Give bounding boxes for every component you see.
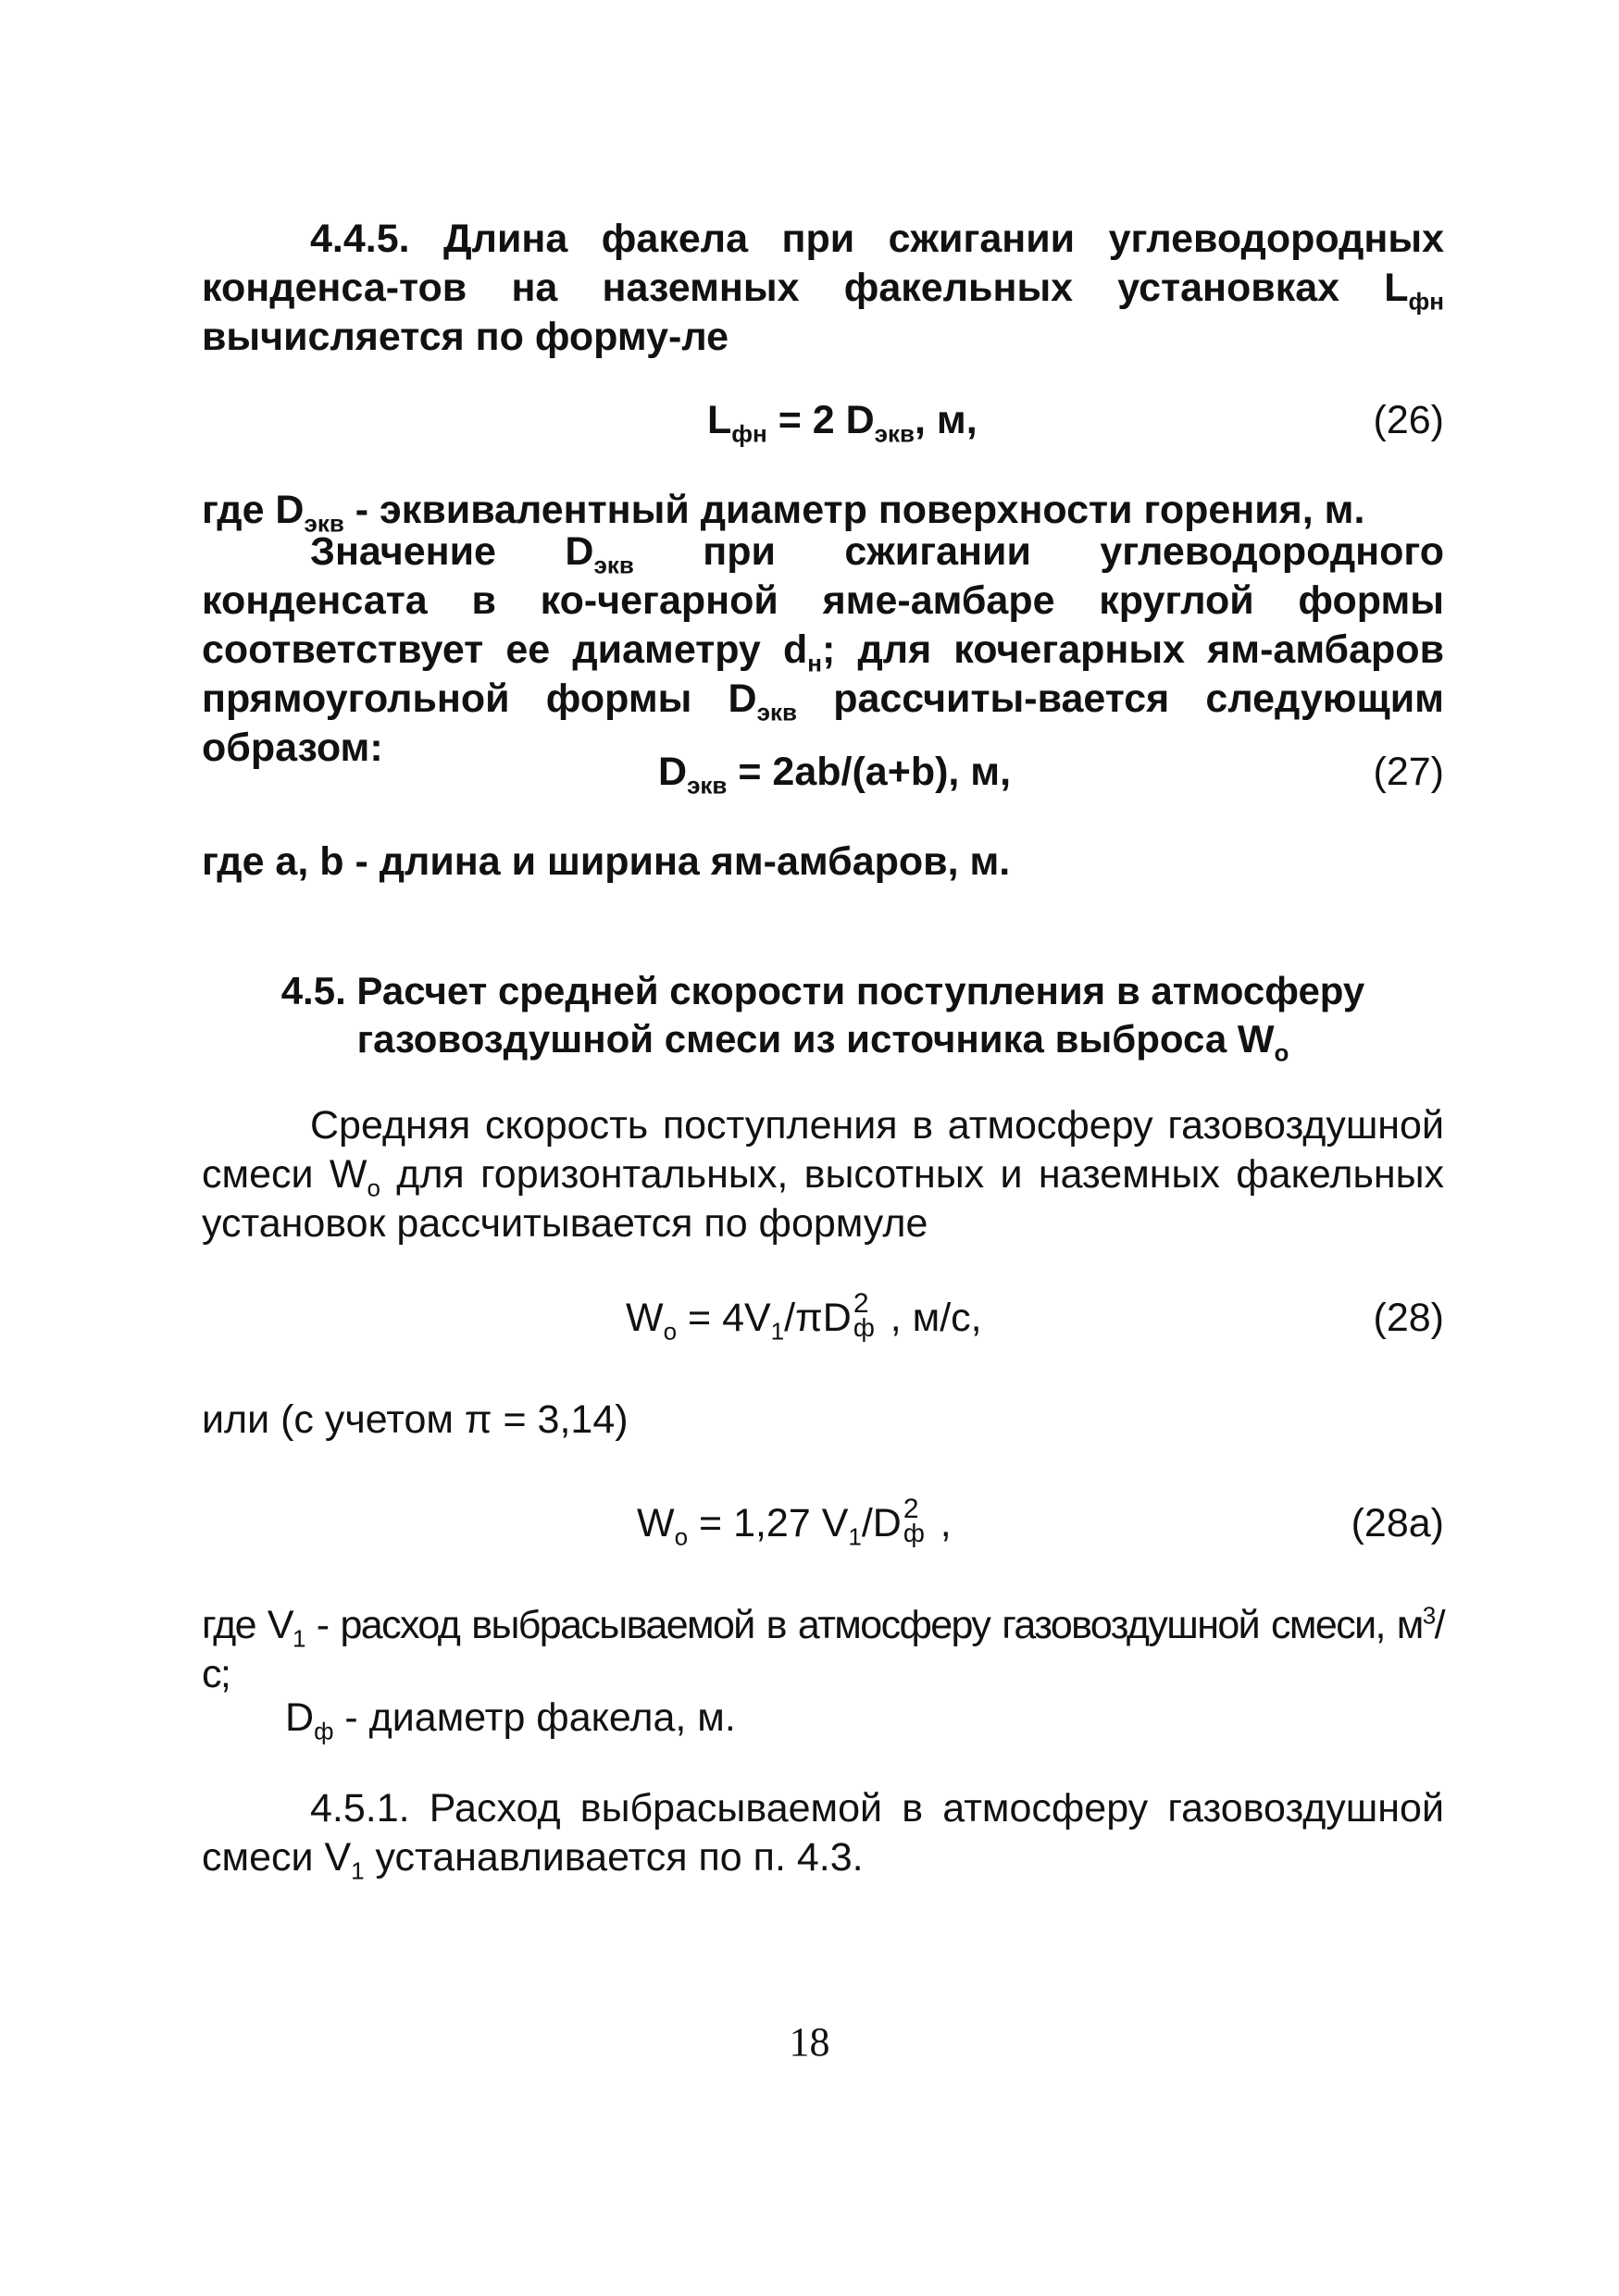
where-28-v1: [202, 1601, 1444, 1699]
subscript: 1: [770, 1317, 785, 1346]
equation-number-27: (27): [1373, 750, 1444, 794]
subscript: о: [367, 1173, 380, 1202]
exponent-subscript-stack: [852, 1288, 879, 1342]
paragraph-text: ; для кочегарных ям-амбаров прямоугольной формы D: [202, 627, 1444, 721]
subscript: фн: [1408, 287, 1444, 316]
formula-28-row: [202, 1288, 1444, 1349]
subscript: экв: [756, 698, 797, 726]
paragraph-text: для горизонтальных, высотных и наземных факельных установок рассчитывается по формуле: [202, 1152, 1444, 1246]
formula-symbol: , м/с,: [878, 1296, 982, 1340]
superscript: 3: [1422, 1601, 1435, 1630]
formula-symbol: D: [658, 750, 688, 794]
formula-symbol: = 4V: [677, 1296, 771, 1340]
subscript: о: [674, 1522, 689, 1551]
subscript: ф: [853, 1313, 875, 1342]
formula-26: [707, 396, 978, 448]
paragraph-text: 4.4.5. Длина факела при сжигании углеводородных конденса-тов на наземных факельных установках L: [202, 217, 1444, 310]
paragraph-text: - эквивалентный диаметр поверхности горения, м.: [343, 488, 1365, 532]
subscript: ф: [903, 1519, 925, 1547]
subscript: о: [1274, 1038, 1289, 1067]
formula-symbol: W: [626, 1296, 664, 1340]
formula-27: [658, 748, 1012, 800]
formula-27-row: [202, 748, 1444, 803]
formula-symbol: = 2ab/(a+b), м,: [727, 750, 1012, 794]
formula-symbol: = 1,27 V: [688, 1501, 849, 1545]
paragraph-text: - расход выбрасываемой в атмосферу газовоздушной смеси, м: [304, 1603, 1423, 1647]
formula-28a: [637, 1494, 952, 1551]
subscript: 1: [292, 1624, 305, 1653]
heading-text: газовоздушной смеси из источника выброса W: [356, 1017, 1275, 1061]
heading-line-2: [202, 1015, 1444, 1067]
paragraph-text: при сжигании углеводородного конденсата в ко-чегарной яме-амбаре круглой формы соответствует ее диаметру d: [202, 529, 1444, 672]
paragraph-4-5-1: [202, 1784, 1444, 1885]
paragraph-text: D: [285, 1695, 315, 1740]
section-heading-4-5: [202, 967, 1444, 1067]
equation-number-28a: (28а): [1351, 1501, 1444, 1545]
paragraph-text: /с;: [202, 1603, 1444, 1696]
heading-line-1: 4.5. Расчет средней скорости поступления в атмосферу: [280, 969, 1365, 1012]
subscript: экв: [593, 551, 634, 579]
paragraph-text: где D: [202, 488, 305, 532]
formula-symbol: ,: [928, 1501, 952, 1545]
paragraph-text: 4.5.1. Расход выбрасываемой в атмосферу газовоздушной смеси V: [202, 1786, 1444, 1880]
subscript: экв: [874, 419, 915, 448]
formula-symbol: W: [637, 1501, 675, 1545]
where-28-d-f: [285, 1694, 1442, 1743]
paragraph-text: Средняя скорость поступления в атмосферу газовоздушной смеси W: [202, 1103, 1444, 1197]
equation-number-26: (26): [1373, 398, 1444, 442]
paragraph-text: рассчиты-вается следующим образом:: [202, 676, 1444, 770]
formula-symbol: /D: [861, 1501, 902, 1545]
paragraph-d-ekv: [202, 527, 1444, 773]
formula-28: [626, 1288, 982, 1346]
paragraph-text: где a, b - длина и ширина ям-амбаров, м.: [202, 839, 1011, 884]
formula-symbol: , м,: [915, 398, 978, 442]
paragraph-w0: [202, 1101, 1444, 1248]
formula-symbol: = 2 D: [766, 398, 875, 442]
formula-symbol: /πD: [784, 1296, 852, 1340]
page-number: 18: [789, 2019, 830, 2065]
subscript: н: [807, 649, 822, 677]
subscript: 1: [848, 1522, 862, 1551]
formula-26-row: [202, 396, 1444, 452]
subscript: экв: [687, 771, 728, 800]
paragraph-4-4-5: [202, 215, 1444, 362]
equation-number-28: (28): [1373, 1296, 1444, 1340]
subscript: экв: [304, 509, 344, 538]
subscript: 1: [351, 1856, 365, 1885]
paragraph-text: или (с учетом π = 3,14): [202, 1397, 629, 1442]
paragraph-text: Значение D: [310, 529, 594, 574]
superscript: 2: [853, 1288, 869, 1319]
paragraph-text: - диаметр факела, м.: [333, 1695, 736, 1740]
formula-28a-row: [202, 1494, 1444, 1555]
where-27: [202, 838, 1444, 887]
subscript: о: [663, 1317, 678, 1346]
superscript: 2: [903, 1494, 919, 1524]
paragraph-text: где V: [202, 1603, 293, 1647]
paragraph-text: вычисляется по форму-ле: [202, 315, 729, 359]
paragraph-text: устанавливается по п. 4.3.: [364, 1835, 864, 1880]
exponent-subscript-stack: [902, 1494, 929, 1547]
subscript: ф: [314, 1717, 334, 1745]
subscript: фн: [731, 419, 767, 448]
or-line: [202, 1396, 1444, 1445]
formula-symbol: L: [707, 398, 732, 442]
